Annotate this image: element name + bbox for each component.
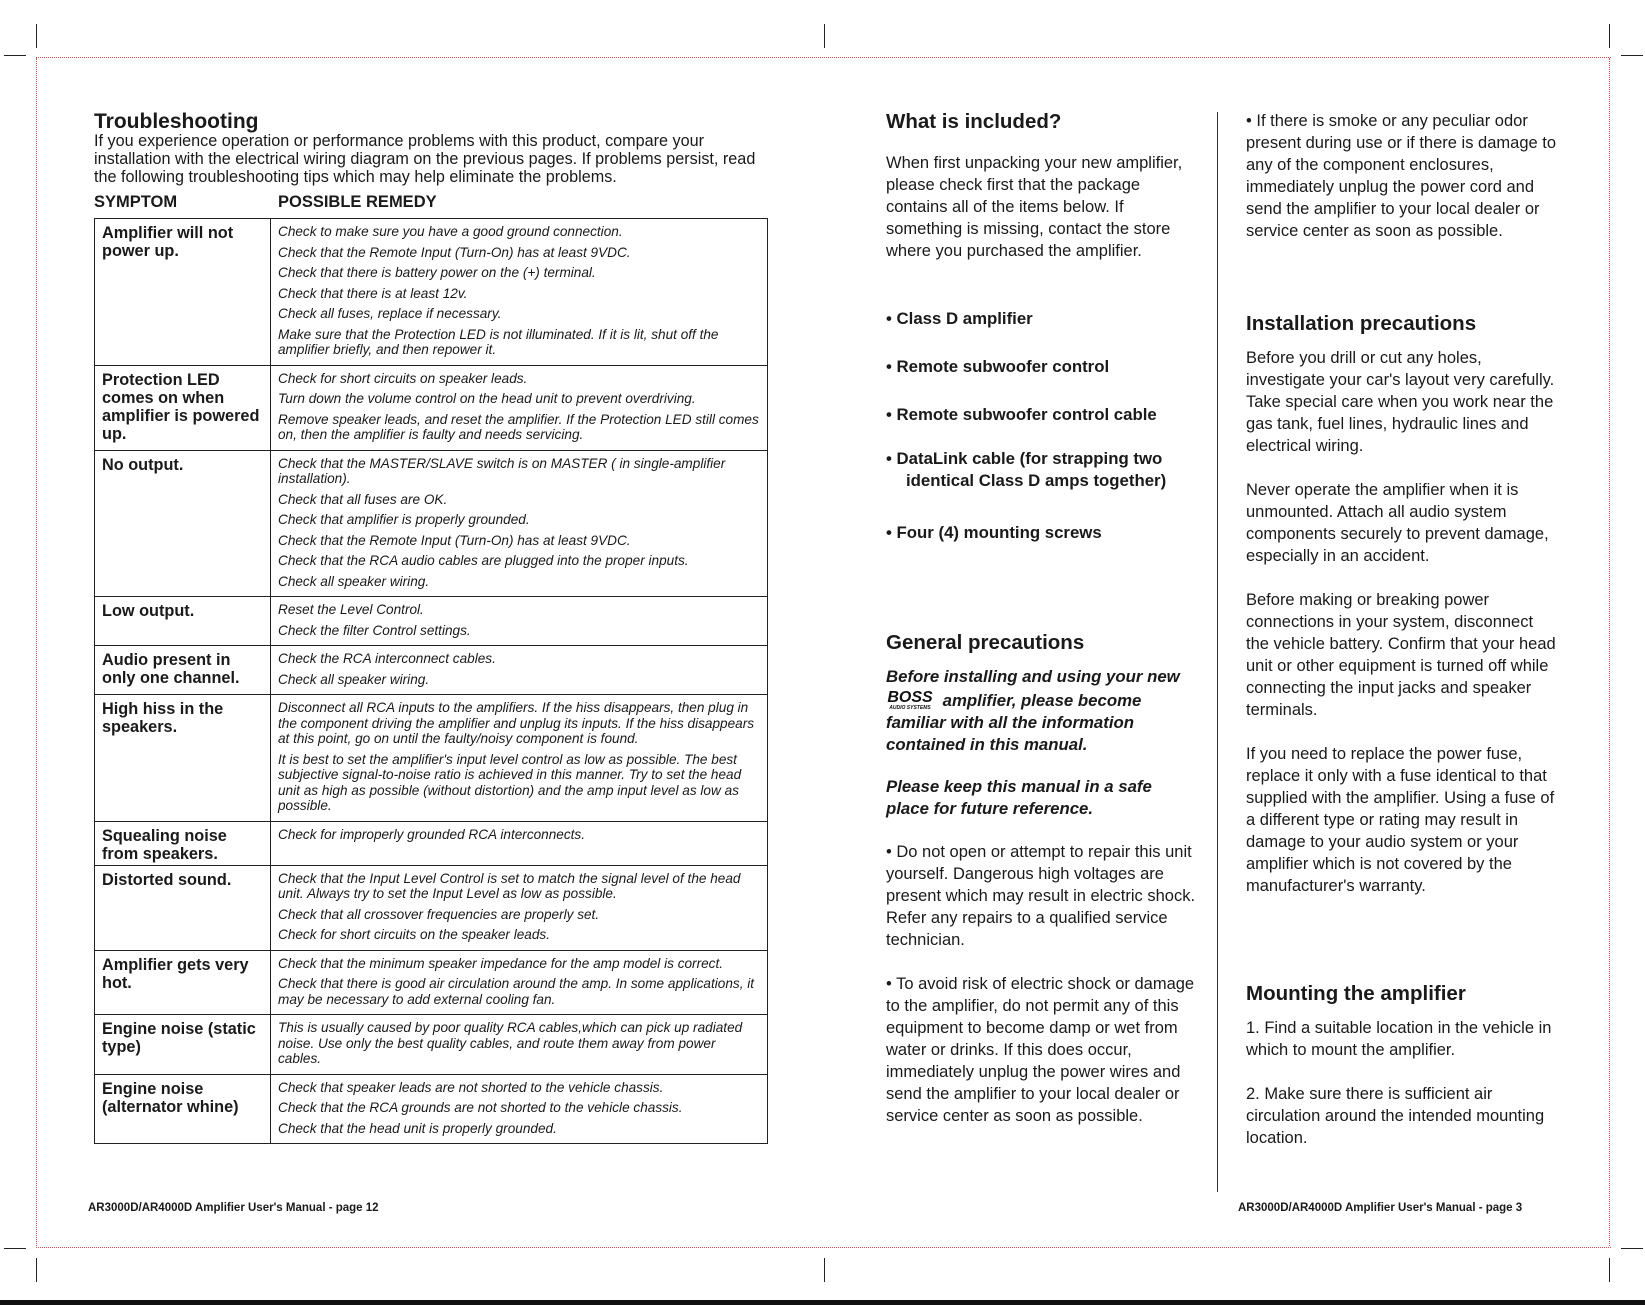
remedy-line: Check that the Remote Input (Turn-On) has at least 9VDC. xyxy=(278,244,631,260)
table-row xyxy=(95,450,768,597)
remedy-line: Check that there is battery power on the (+) terminal. xyxy=(278,265,596,280)
column-divider xyxy=(1217,112,1218,1192)
symptom-cell: Engine noise (static type) xyxy=(95,1015,271,1075)
crop-mark xyxy=(1609,24,1610,48)
symptom-cell: Protection LED comes on when amplifier is powered up. xyxy=(95,365,271,450)
remedy-line: Check all speaker wiring. xyxy=(278,573,430,589)
remedy-line: Check that amplifier is properly grounded. xyxy=(278,512,530,527)
symptom-cell: Distorted sound. xyxy=(95,865,271,950)
included-item: • DataLink cable (for strapping two identical Class D amps together) xyxy=(886,449,1167,490)
included-item: • Remote subwoofer control cable xyxy=(886,405,1157,424)
table-row xyxy=(95,365,768,450)
remedy-line: Check that the minimum speaker impedance for the amp model is correct. xyxy=(278,955,724,971)
remedy-line: This is usually caused by poor quality RCA cables,which can pick up radiated noise. Use only the best quality cables, and route them away from power cables. xyxy=(278,1020,743,1066)
general-paragraph: • Do not open or attempt to repair this unit yourself. Dangerous high voltages are present which may result in electric shock. Refer any repairs to a qualified service technician. xyxy=(886,843,1196,949)
table-row xyxy=(95,695,768,822)
installation-paragraph: If you need to replace the power fuse, replace it only with a fuse identical to that supplied with the amplifier. Using a fuse of a different type or rating may result in damage to your audio system or your amplifier which is not covered by the manufacturer's warranty. xyxy=(1246,745,1555,895)
table-body xyxy=(95,219,768,1144)
remedy-line: Check that the head unit is properly grounded. xyxy=(278,1120,557,1136)
remedy-line: Check for short circuits on the speaker leads. xyxy=(278,927,551,942)
table-row xyxy=(95,1015,768,1075)
table-row xyxy=(95,865,768,950)
general-intro-a: Before installing and using your new xyxy=(886,667,1180,686)
symptom-cell: High hiss in the speakers. xyxy=(95,695,271,822)
crop-mark xyxy=(4,55,26,56)
crop-mark xyxy=(36,1258,37,1282)
included-item: • Remote subwoofer control xyxy=(886,357,1110,376)
table-row xyxy=(95,1074,768,1144)
symptom-cell: Low output. xyxy=(95,597,271,646)
remedy-cell xyxy=(271,695,768,822)
general-keep: Please keep this manual in a safe place for future reference. xyxy=(886,777,1152,818)
remedy-cell xyxy=(271,821,768,865)
remedy-line: Check all speaker wiring. xyxy=(278,671,430,687)
remedy-line: It is best to set the amplifier's input level control as low as possible. The best subjective signal-to-noise ratio is achieved in this manner. Try to set the head unit as high as possible (without distortion) and the amp input level as low as possible. xyxy=(278,751,742,813)
crop-mark xyxy=(36,24,37,48)
boss-logo xyxy=(886,688,934,710)
crop-mark xyxy=(1621,1248,1643,1249)
remedy-line: Check that all crossover frequencies are properly set. xyxy=(278,906,600,922)
remedy-line: Reset the Level Control. xyxy=(278,602,424,617)
symptom-cell: No output. xyxy=(95,450,271,597)
remedy-cell xyxy=(271,646,768,695)
crop-mark xyxy=(1609,1258,1610,1282)
table-row xyxy=(95,597,768,646)
remedy-line: Check to make sure you have a good ground connection. xyxy=(278,224,623,239)
symptom-cell: Squealing noise from speakers. xyxy=(95,821,271,865)
trim-line xyxy=(36,58,37,1246)
installation-paragraph: Never operate the amplifier when it is unmounted. Attach all audio system components securely to prevent damage, especially in an accident. xyxy=(1246,481,1549,565)
trim-line xyxy=(36,57,1611,58)
page-footer-left: AR3000D/AR4000D Amplifier User's Manual - page 12 xyxy=(88,1202,379,1214)
trim-line xyxy=(1609,58,1610,1246)
troubleshooting-table xyxy=(94,218,768,1144)
remedy-line: Check that the Input Level Control is set to match the signal level of the head unit. Always try to set the Input Level as low as possible. xyxy=(278,870,741,901)
symptom-cell: Amplifier will not power up. xyxy=(95,219,271,366)
remedy-line: Check that all fuses are OK. xyxy=(278,491,448,507)
remedy-cell xyxy=(271,365,768,450)
section-title-mounting: Mounting the amplifier xyxy=(1246,982,1466,1005)
remedy-cell xyxy=(271,219,768,366)
section-title-included: What is included? xyxy=(886,110,1062,133)
page-footer-right: AR3000D/AR4000D Amplifier User's Manual - page 3 xyxy=(1238,1202,1523,1214)
column-header-symptom: SYMPTOM xyxy=(94,193,178,211)
section-title-installation: Installation precautions xyxy=(1246,312,1477,335)
mounting-step: 2. Make sure there is sufficient air circulation around the intended mounting location. xyxy=(1246,1085,1545,1147)
trim-line xyxy=(36,1247,1611,1248)
remedy-line: Check that speaker leads are not shorted to the vehicle chassis. xyxy=(278,1079,664,1095)
scan-edge xyxy=(0,1300,1645,1305)
remedy-line: Check that there is at least 12v. xyxy=(278,285,468,301)
general-paragraph: • To avoid risk of electric shock or damage to the amplifier, do not permit any of this equipment to become damp or wet from water or drinks. If this does occur, immediately unplug the power wires and send the amplifier to your local dealer or service center as soon as possible. xyxy=(886,975,1195,1125)
page-title: Troubleshooting xyxy=(94,110,259,133)
remedy-cell xyxy=(271,865,768,950)
boss-logo-subtext: AUDIO SYSTEMS xyxy=(889,705,931,710)
remedy-line: Check the RCA interconnect cables. xyxy=(278,651,496,666)
remedy-cell xyxy=(271,1015,768,1075)
installation-paragraph: Before you drill or cut any holes, investigate your car's layout very carefully. Take special care when you work near the gas tank, fuel lines, hydraulic lines and electrical wiring. xyxy=(1246,349,1555,455)
symptom-cell: Engine noise (alternator whine) xyxy=(95,1074,271,1144)
remedy-cell xyxy=(271,450,768,597)
remedy-cell xyxy=(271,1074,768,1144)
crop-mark xyxy=(4,1248,26,1249)
crop-mark xyxy=(824,1258,825,1282)
included-item: • Four (4) mounting screws xyxy=(886,523,1102,542)
remedy-line: Check that the MASTER/SLAVE switch is on MASTER ( in single-amplifier installation). xyxy=(278,455,726,486)
remedy-line: Make sure that the Protection LED is not illuminated. If it is lit, shut off the amplifier briefly, and then repower it. xyxy=(278,326,719,357)
symptom-cell: Amplifier gets very hot. xyxy=(95,950,271,1015)
remedy-line: Check that there is good air circulation around the amp. In some applications, it may be necessary to add external cooling fan. xyxy=(278,976,755,1007)
mounting-step: 1. Find a suitable location in the vehicle in which to mount the amplifier. xyxy=(1246,1019,1552,1059)
remedy-line: Check the filter Control settings. xyxy=(278,622,471,638)
remedy-cell xyxy=(271,597,768,646)
general-intro-b: amplifier, please become familiar with all the information contained in this manual. xyxy=(886,691,1142,754)
remedy-line: Remove speaker leads, and reset the amplifier. If the Protection LED still comes on, then the amplifier is faulty and needs servicing. xyxy=(278,411,759,442)
crop-mark xyxy=(824,24,825,48)
table-row xyxy=(95,950,768,1015)
table-row xyxy=(95,646,768,695)
included-intro: When first unpacking your new amplifier, please check first that the package contains all of the items below. If something is missing, contact the store where you purchased the amplifier. xyxy=(886,154,1183,260)
table-row xyxy=(95,219,768,366)
smoke-paragraph: • If there is smoke or any peculiar odor present during use or if there is damage to any of the component enclosures, immediately unplug the power cord and send the amplifier to your local dealer or service center as soon as possible. xyxy=(1246,112,1557,240)
installation-paragraph: Before making or breaking power connections in your system, disconnect the vehicle battery. Confirm that your head unit or other equipment is turned off while connecting the input jacks and speaker terminals. xyxy=(1246,591,1556,719)
included-item: • Class D amplifier xyxy=(886,309,1033,328)
remedy-cell xyxy=(271,950,768,1015)
remedy-line: Disconnect all RCA inputs to the amplifiers. If the hiss disappears, then plug in the component driving the amplifier and unplug its inputs. If the hiss disappears at this point, go on until the faulty/noisy component is found. xyxy=(278,700,755,746)
column-header-remedy: POSSIBLE REMEDY xyxy=(278,193,437,211)
remedy-line: Check for improperly grounded RCA interconnects. xyxy=(278,826,586,842)
table-row xyxy=(95,821,768,865)
remedy-line: Turn down the volume control on the head unit to prevent overdriving. xyxy=(278,391,696,406)
section-title-general: General precautions xyxy=(886,631,1085,654)
boss-logo-text: BOSS xyxy=(887,689,933,706)
symptom-cell: Audio present in only one channel. xyxy=(95,646,271,695)
remedy-line: Check that the RCA grounds are not shorted to the vehicle chassis. xyxy=(278,1100,683,1115)
remedy-line: Check all fuses, replace if necessary. xyxy=(278,306,502,321)
general-intro xyxy=(886,666,1198,756)
crop-mark xyxy=(1621,55,1643,56)
remedy-line: Check that the RCA audio cables are plugged into the proper inputs. xyxy=(278,553,689,568)
remedy-line: Check that the Remote Input (Turn-On) has at least 9VDC. xyxy=(278,532,631,548)
intro-text: If you experience operation or performance problems with this product, compare your installation with the electrical wiring diagram on the previous pages. If problems persist, read the following troubleshooting tips which may help eliminate the problems. xyxy=(94,132,756,186)
remedy-line: Check for short circuits on speaker leads. xyxy=(278,370,528,386)
